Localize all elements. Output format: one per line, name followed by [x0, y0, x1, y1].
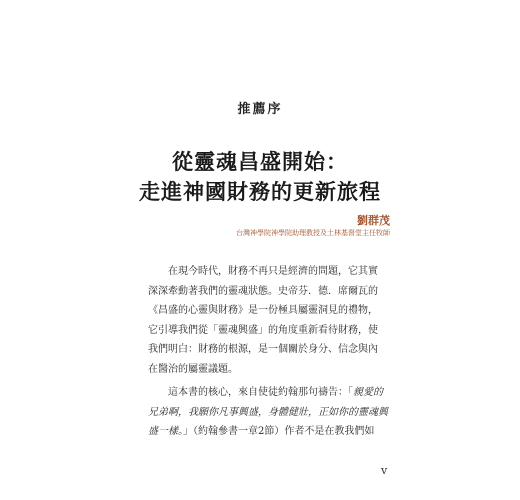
author-name: 劉群茂 — [357, 214, 390, 227]
chapter-title-line-2: 走進神國財務的更新旅程 — [139, 179, 381, 204]
scripture-quote: 親愛的 — [353, 387, 383, 398]
section-label: 推薦序 — [237, 102, 283, 117]
author-affiliation: 台灣神學院神學院助理教授及土林基督堂主任牧師 — [236, 229, 390, 237]
chapter-title-line-1: 從靈魂昌盛開始： — [172, 149, 348, 174]
scripture-quote: 兄弟啊，我願你凡事興盛，身體健壯，正如你的靈魂興 — [148, 406, 388, 418]
page-number: v — [381, 464, 388, 477]
paragraph-line — [148, 403, 402, 423]
paragraph-text: 」（約翰參書一章2節）作者不是在教我們如 — [183, 426, 375, 437]
paragraph-line: 我們明白：財務的根源，是一個關於身分、信念與內 — [148, 344, 378, 355]
scripture-quote: 盛一樣。 — [148, 426, 183, 437]
paragraph-line: 在現今時代，財務不再只是經濟的問題，它其實 — [168, 266, 378, 277]
paragraph-line: 《昌盛的心靈與財務》是一份極具屬靈洞見的禮物， — [148, 305, 378, 316]
paragraph-line — [148, 422, 402, 442]
paragraph-line: 它引導我們從「靈魂興盛」的角度重新看待財務，使 — [148, 324, 378, 336]
paragraph-text: 這本書的核心，來自使徒約翰那句禱告：「 — [168, 387, 353, 398]
paragraph-line: 深深牽動著我們的靈魂狀態。史帝芬．德．席爾瓦的 — [148, 285, 378, 297]
body-paragraph-2 — [148, 383, 402, 442]
paragraph-line — [148, 383, 402, 403]
paragraph-line: 在醫治的屬靈議題。 — [148, 363, 238, 375]
body-paragraph-1 — [148, 262, 402, 379]
